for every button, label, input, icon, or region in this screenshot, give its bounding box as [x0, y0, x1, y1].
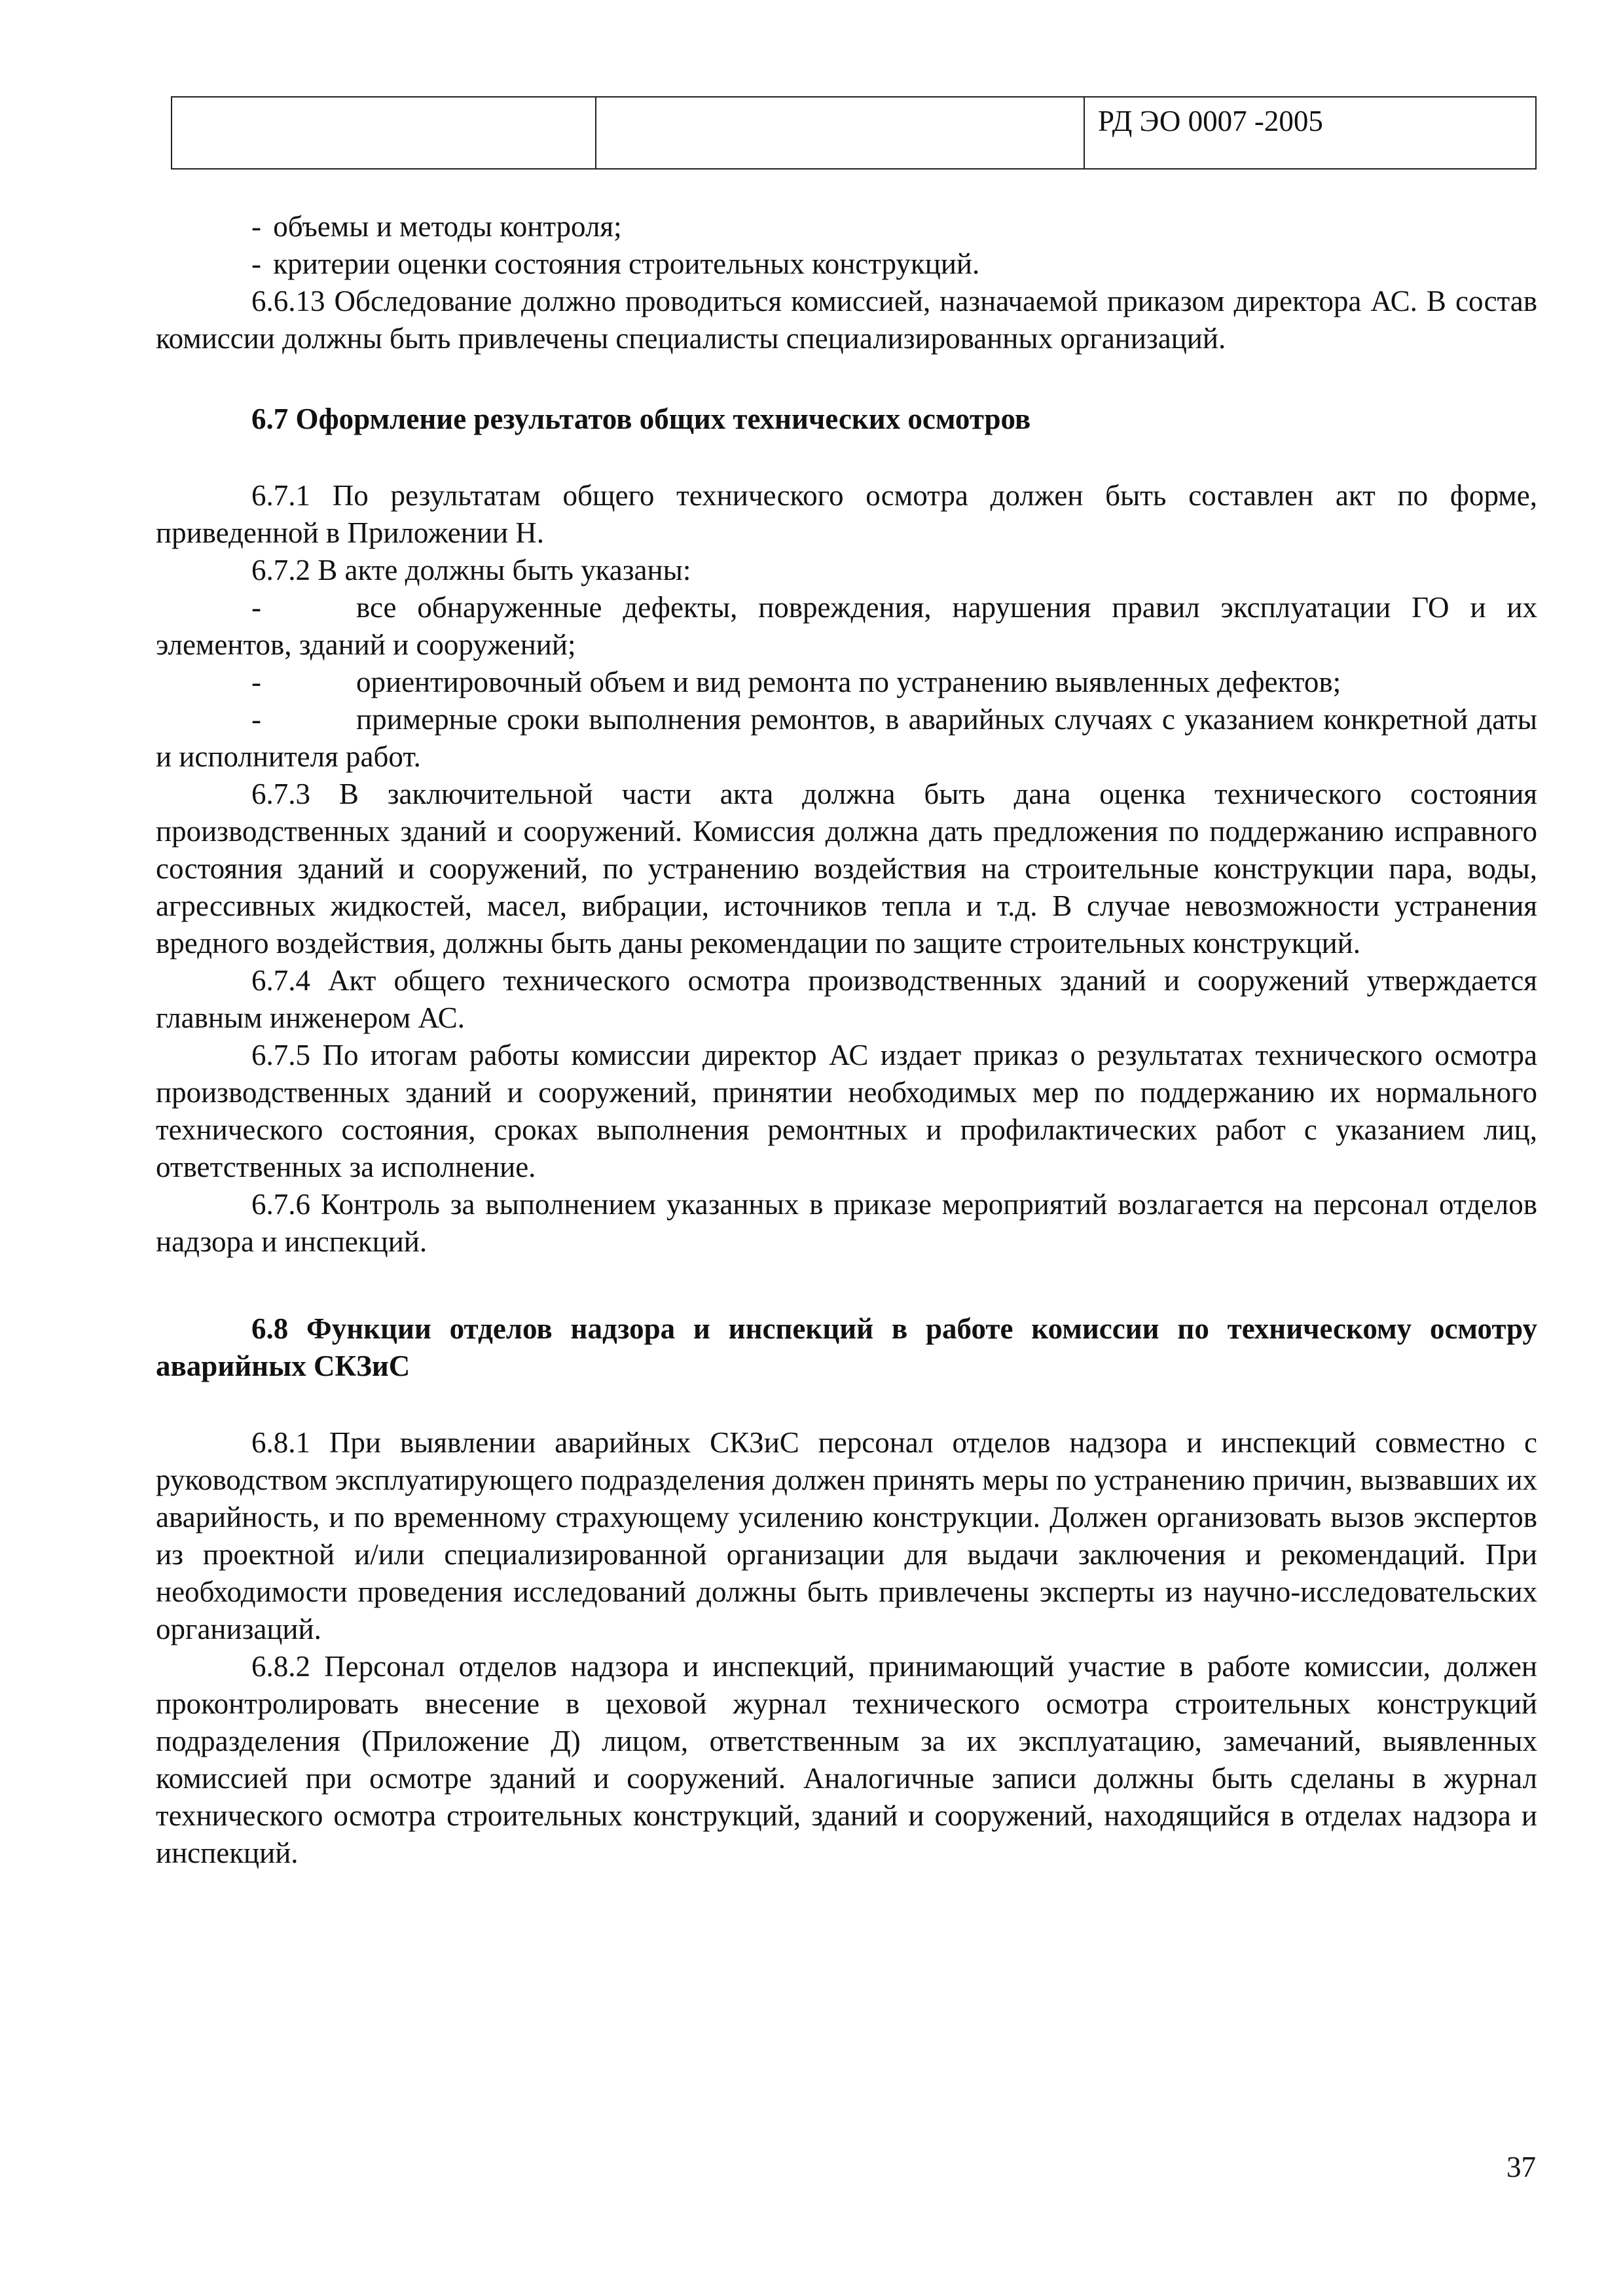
paragraph-6-7-1: 6.7.1 По результатам общего технического осмотра должен быть составлен акт по форме, приведенной в Приложении Н. [156, 479, 1537, 549]
list-item: - примерные сроки выполнения ремонтов, в аварийных случаях с указанием конкретной даты и исполнителя работ. [156, 703, 1537, 773]
list-item-text: все обнаруженные дефекты, повреждения, нарушения правил эксплуатации ГО и их элементов, зданий и сооружений; [156, 591, 1537, 661]
paragraph-6-7-6: 6.7.6 Контроль за выполнением указанных в приказе мероприятий возлагается на персонал отделов надзора и инспекций. [156, 1188, 1537, 1258]
section-heading-6-8: 6.8 Функции отделов надзора и инспекций в работе комиссии по техническому осмотру аварийных СКЗиС [156, 1312, 1537, 1382]
paragraph-6-7-3: 6.7.3 В заключительной части акта должна быть дана оценка технического состояния производственных зданий и сооружений. Комиссия должна дать предложения по поддержанию исправного состояния зданий и сооружений, по устранению воздействия на строительные конструкции пара, воды, агрессивных жидкостей, масел, вибрации, источников тепла и т.д. В случае невозможности устранения вредного воздействия, должны быть даны рекомендации по защите строительных конструкций. [156, 778, 1537, 960]
paragraph-6-8-2: 6.8.2 Персонал отделов надзора и инспекций, принимающий участие в работе комиссии, должен проконтролировать внесение в цеховой журнал технического осмотра строительных конструкций подразделения (Приложение Д) лицом, ответственным за их эксплуатацию, замечаний, выявленных комиссией при осмотре зданий и сооружений. Аналогичные записи должны быть сделаны в журнал технического осмотра строительных конструкций, зданий и сооружений, находящийся в отделах надзора и инспекций. [156, 1650, 1537, 1869]
list-item-text: примерные сроки выполнения ремонтов, в аварийных случаях с указанием конкретной даты и исполнителя работ. [156, 703, 1537, 773]
paragraph-6-7-5: 6.7.5 По итогам работы комиссии директор АС издает приказ о результатах технического осмотра производственных зданий и сооружений, принятии необходимых мер по поддержанию их нормального технического состояния, сроках выполнения ремонтных и профилактических работ с указанием лиц, ответственных за исполнение. [156, 1039, 1537, 1183]
list-item: - объемы и методы контроля; [251, 210, 622, 243]
document-body [156, 208, 1537, 1872]
list-item-text: критерии оценки состояния строительных конструкций. [273, 247, 980, 280]
list-item-text: объемы и методы контроля; [273, 210, 622, 243]
paragraph-6-7-4: 6.7.4 Акт общего технического осмотра производственных зданий и сооружений утверждается главным инженером АС. [156, 964, 1537, 1034]
list-item: - критерии оценки состояния строительных конструкций. [251, 247, 980, 280]
document-header-table [171, 96, 1537, 170]
page-number: 37 [1506, 2151, 1536, 2183]
list-item: - все обнаруженные дефекты, повреждения, нарушения правил эксплуатации ГО и их элементов, зданий и сооружений; [156, 591, 1537, 661]
header-cell-empty-1 [172, 98, 595, 168]
document-code: РД ЭО 0007 -2005 [1084, 98, 1535, 168]
list-item-text: ориентировочный объем и вид ремонта по устранению выявленных дефектов; [356, 666, 1341, 698]
header-cell-empty-2 [595, 98, 1084, 168]
paragraph-6-6-13: 6.6.13 Обследование должно проводиться комиссией, назначаемой приказом директора АС. В состав комиссии должны быть привлечены специалисты специализированных организаций. [156, 285, 1537, 355]
paragraph-6-8-1: 6.8.1 При выявлении аварийных СКЗиС персонал отделов надзора и инспекций совместно с руководством эксплуатирующего подразделения должен принять меры по устранению причин, вызвавших их аварийность, и по временному страхующему усилению конструкции. Должен организовать вызов экспертов из проектной и/или специализированной организации для выдачи заключения и рекомендаций. При необходимости проведения исследований должны быть привлечены эксперты из научно-исследовательских организаций. [156, 1426, 1537, 1645]
section-heading-6-7: 6.7 Оформление результатов общих технических осмотров [251, 403, 1031, 435]
list-item: - ориентировочный объем и вид ремонта по устранению выявленных дефектов; [251, 666, 1341, 698]
paragraph-6-7-2: 6.7.2 В акте должны быть указаны: [251, 554, 691, 586]
